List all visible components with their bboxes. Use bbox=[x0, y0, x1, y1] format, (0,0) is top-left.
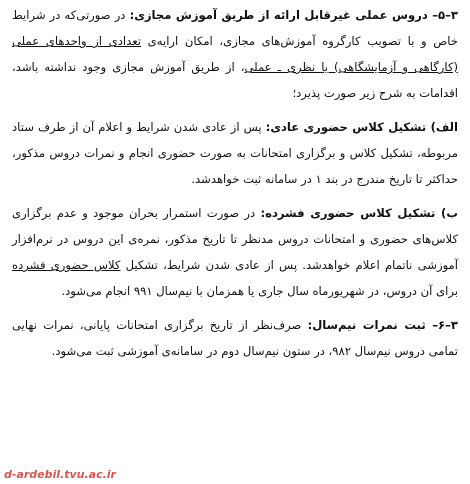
section-be-heading: ب) تشکیل کلاس حضوری فشرده: bbox=[260, 206, 458, 220]
section-6-paragraph bbox=[12, 312, 458, 364]
section-5-text-a: در صورتی‌که در شرایط خاص و با تصویب کارگروه آموزش‌های مجازی، امکان ارایه‌ی bbox=[12, 8, 458, 48]
section-6-heading: ۳–۶– ثبت نمرات نیم‌سال: bbox=[307, 318, 458, 332]
section-alef-text: پس از عادی شدن شرایط و اعلام آن از طرف ستاد مربوطه، تشکیل کلاس و برگزاری امتحانات به صورت حضوری انجام و نمرات دروس مذکور، حداکثر تا تاریخ مندرج در بند ۱ در سامانه ثبت خواهدشد. bbox=[12, 120, 458, 186]
document-body bbox=[12, 2, 458, 372]
section-alef-heading: الف) تشکیل کلاس حضوری عادی: bbox=[265, 120, 458, 134]
section-6-text: صرف‌نظر از تاریخ برگزاری امتحانات پایانی، نمرات نهایی تمامی دروس نیم‌سال ۹۸۲، در ستون نیم‌سال دوم در سامانه‌ی آموزشی ثبت می‌شود. bbox=[12, 318, 458, 358]
section-5-underlined-units: تعدادی از واحدهای عملی (کارگاهی و آزمایشگاهی) یا نظری ـ عملی bbox=[12, 34, 458, 74]
section-be-underlined-class: کلاس حضوری فشرده bbox=[12, 258, 121, 272]
section-be-text-b: برای آن دروس، در شهریورماه سال جاری یا همزمان با نیم‌سال ۹۹۱ انجام می‌شود. bbox=[61, 284, 458, 298]
section-5-paragraph bbox=[12, 2, 458, 106]
section-be-text-a: در صورت استمرار بحران موجود و عدم برگزاری کلاس‌های حضوری و امتحانات دروس مدنظر تا تاریخ مذکور، نمره‌ی این دروس در نرم‌افزار آموزشی ناتمام اعلام خواهدشد. پس از عادی شدن شرایط، تشکیل bbox=[12, 206, 458, 272]
section-alef-paragraph bbox=[12, 114, 458, 192]
site-watermark: d-ardebil.tvu.ac.ir bbox=[0, 466, 120, 484]
section-5-text-b: ، از طریق آموزش مجازی وجود نداشته باشد، اقدامات به شرح زیر صورت پذیرد؛ bbox=[12, 60, 458, 100]
section-be-paragraph bbox=[12, 200, 458, 304]
section-5-heading: ۳–۵– دروس عملی غیرقابل ارائه از طریق آموزش مجازی: bbox=[129, 8, 458, 22]
